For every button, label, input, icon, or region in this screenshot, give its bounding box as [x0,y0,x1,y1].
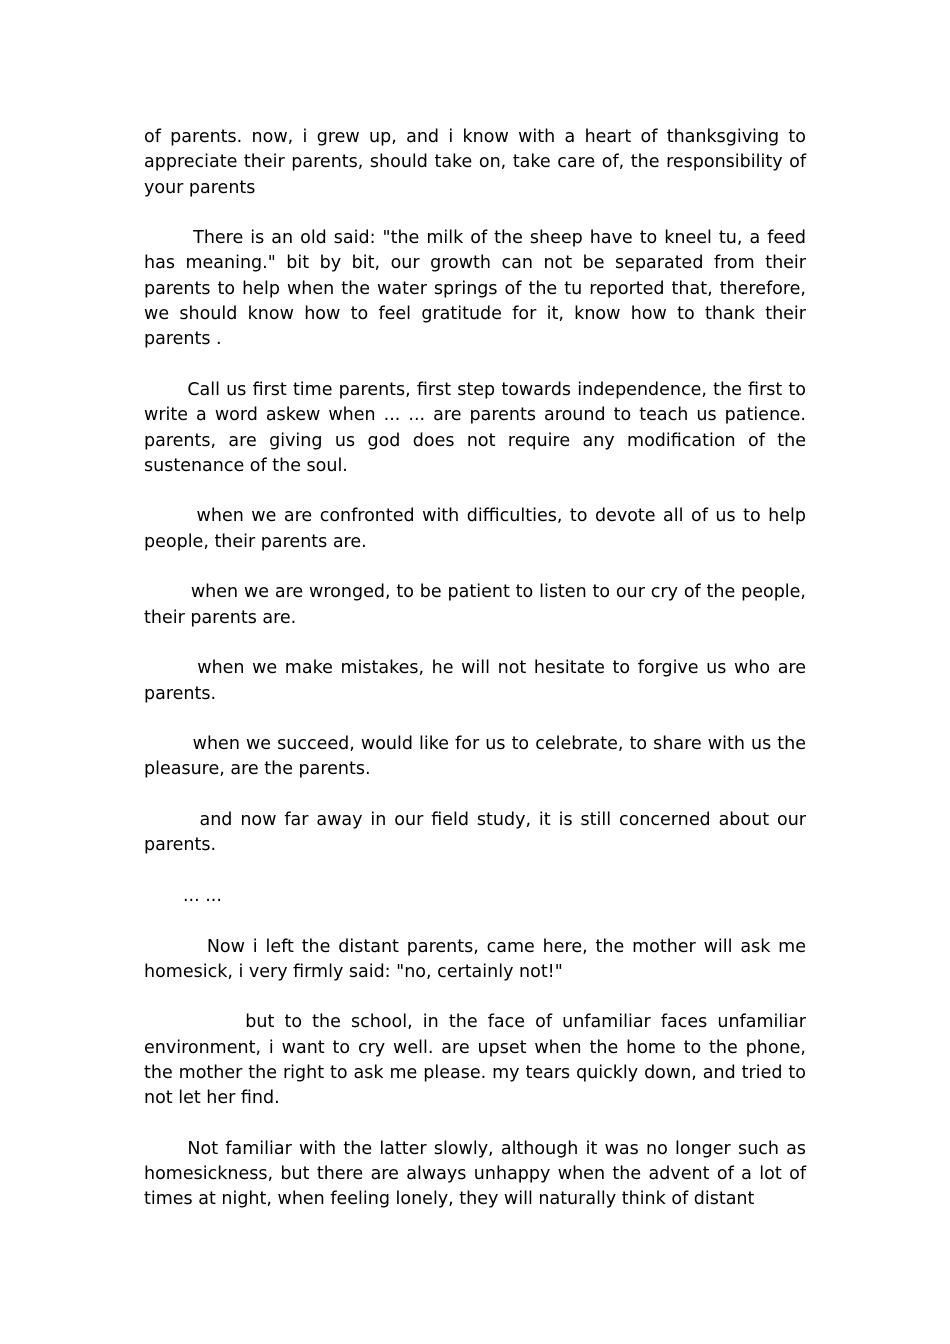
paragraph-1: of parents. now, i grew up, and i know with a heart of thanksgiving to appreciate their parents, should take on, take care of, the responsibility of your parents [144,127,806,198]
paragraph-9: ... ... [144,885,222,906]
paragraph-8: and now far away in our field study, it is still concerned about our parents. [144,810,806,856]
document-body [144,125,806,1213]
paragraph-7: when we succeed, would like for us to celebrate, to share with us the pleasure, are the parents. [144,734,806,780]
paragraph-12: Not familiar with the latter slowly, although it was no longer such as homesickness, but there are always unhappy when the advent of a lot of times at night, when feeling lonely, they will naturally think of distant [144,1138,806,1210]
paragraph-3: Call us first time parents, first step towards independence, the first to write a word askew when ... ... are parents around to teach us patience. parents, are giving us god does not require any modification of the sustenance of the soul. [144,379,806,476]
paragraph-5: when we are wronged, to be patient to listen to our cry of the people, their parents are. [144,582,806,628]
paragraph-10: Now i left the distant parents, came here, the mother will ask me homesick, i very firmly said: "no, certainly not!" [144,936,806,982]
paragraph-4: when we are confronted with difficulties, to devote all of us to help people, their parents are. [144,506,806,552]
paragraph-11: but to the school, in the face of unfamiliar faces unfamiliar environment, i want to cry well. are upset when the home to the phone, the mother the right to ask me please. my tears quickly down, and tried to not let her find. [144,1012,806,1109]
paragraph-6: when we make mistakes, he will not hesitate to forgive us who are parents. [144,658,806,704]
paragraph-2: There is an old said: "the milk of the sheep have to kneel tu, a feed has meaning." bit by bit, our growth can not be separated from their parents to help when the water springs of the tu reported that, therefore, we should know how to feel gratitude for it, know how to thank their parents . [144,228,806,350]
